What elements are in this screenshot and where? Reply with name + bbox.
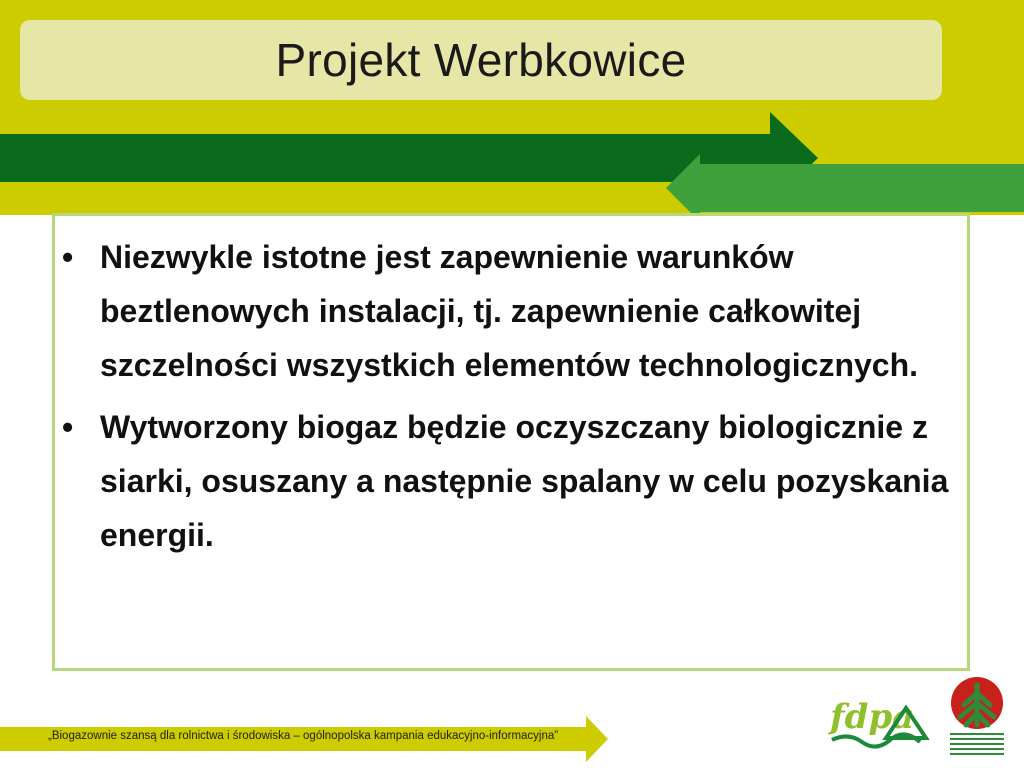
bullet-item <box>62 400 960 562</box>
fdpa-logo-text: fdpa <box>830 697 915 737</box>
left-arrow-icon <box>666 154 1024 222</box>
bullet-dot-icon: • <box>62 239 74 275</box>
nfosigw-emblem-icon <box>942 675 1012 763</box>
bullet-list <box>62 230 960 570</box>
bullet-dot-icon: • <box>62 409 74 445</box>
content-box <box>52 213 970 671</box>
title-box <box>20 20 942 100</box>
fdpa-logo-icon <box>828 690 940 750</box>
footer-campaign-text: „Biogazownie szansą dla rolnictwa i środowiska – ogólnopolska kampania edukacyjno-informacyjna” <box>48 730 559 742</box>
bullet-text: Niezwykle istotne jest zapewnienie warunków beztlenowych instalacji, tj. zapewnienie całkowitej szczelności wszystkich elementów technologicznych. <box>100 239 919 383</box>
bullet-text: Wytworzony biogaz będzie oczyszczany biologicznie z siarki, osuszany a następnie spalany w celu pozyskania energii. <box>100 409 949 553</box>
decorative-arrows <box>0 108 1024 228</box>
slide-title: Projekt Werbkowice <box>275 34 687 86</box>
bullet-item <box>62 230 960 392</box>
